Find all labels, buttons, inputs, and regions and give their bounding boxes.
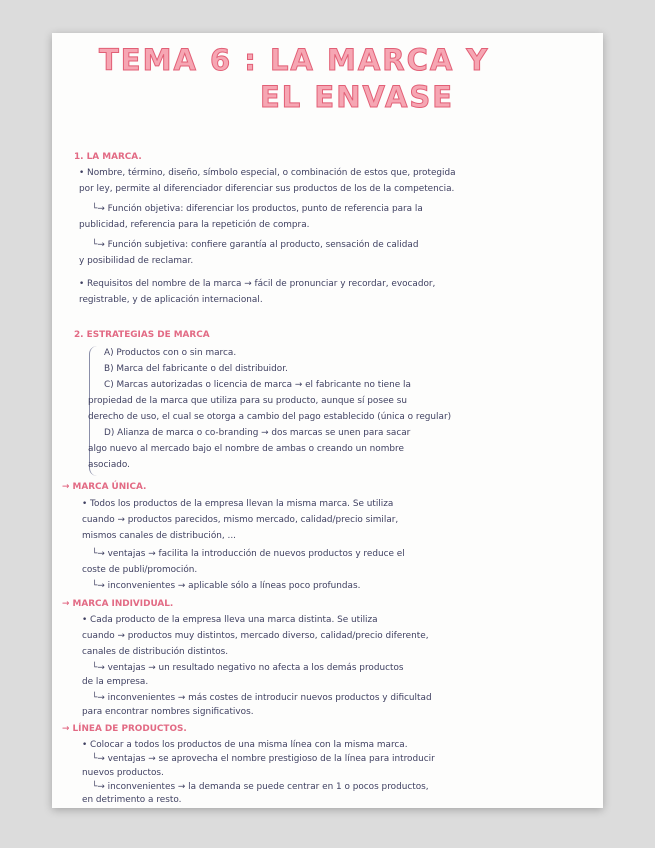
text-line: B) Marca del fabricante o del distribuidor. [104, 364, 288, 374]
text-line: A) Productos con o sin marca. [104, 348, 237, 358]
text-line: └→ ventajas → facilita la introducción de nuevos productos y reduce el [92, 549, 405, 559]
text-line: de la empresa. [82, 677, 149, 687]
section-heading-estrategias: 2. ESTRATEGIAS DE MARCA [74, 330, 210, 340]
text-line: y posibilidad de reclamar. [79, 256, 194, 266]
text-line: derecho de uso, el cual se otorga a cambio del pago establecido (única o regular) [88, 412, 452, 422]
text-line: canales de distribución distintos. [82, 647, 229, 657]
text-line: • Nombre, término, diseño, símbolo especial, o combinación de estos que, protegida [79, 168, 456, 178]
text-line: • Todos los productos de la empresa llevan la misma marca. Se utiliza [82, 499, 394, 509]
notes-page [52, 33, 603, 808]
text-line: propiedad de la marca que utiliza para su producto, aunque sí posee su [88, 396, 407, 406]
text-line: └→ ventajas → se aprovecha el nombre prestigioso de la línea para introducir [92, 754, 435, 764]
heading-linea-productos: → LÍNEA DE PRODUCTOS. [62, 724, 187, 734]
text-line: └→ inconvenientes → aplicable sólo a líneas poco profundas. [92, 581, 361, 591]
text-line: └→ ventajas → un resultado negativo no afecta a los demás productos [92, 663, 404, 673]
text-line: └→ Función objetiva: diferenciar los productos, punto de referencia para la [92, 204, 423, 214]
text-line: nuevos productos. [82, 768, 164, 778]
text-line: coste de publi/promoción. [82, 565, 198, 575]
text-line: publicidad, referencia para la repetición de compra. [79, 220, 310, 230]
text-line: D) Alianza de marca o co-branding → dos marcas se unen para sacar [104, 428, 411, 438]
text-line: algo nuevo al mercado bajo el nombre de ambas o creando un nombre [88, 444, 404, 454]
text-line: registrable, y de aplicación internacional. [79, 295, 263, 305]
text-line: por ley, permite al diferenciador diferenciar sus productos de los de la competencia. [79, 184, 455, 194]
text-line: • Colocar a todos los productos de una misma línea con la misma marca. [82, 740, 408, 750]
text-line: • Cada producto de la empresa lleva una marca distinta. Se utiliza [82, 615, 378, 625]
text-line: cuando → productos parecidos, mismo mercado, calidad/precio similar, [82, 515, 399, 525]
text-line: asociado. [88, 460, 131, 470]
title-line-1: TEMA 6 : LA MARCA Y [99, 43, 490, 77]
heading-marca-individual: → MARCA INDIVIDUAL. [62, 599, 174, 609]
text-line: • Requisitos del nombre de la marca → fácil de pronunciar y recordar, evocador, [79, 279, 436, 289]
text-line: └→ inconvenientes → la demanda se puede centrar en 1 o pocos productos, [92, 782, 429, 792]
heading-marca-unica: → MARCA ÚNICA. [62, 482, 147, 492]
text-line: para encontrar nombres significativos. [82, 707, 254, 717]
section-heading-marca: 1. LA MARCA. [74, 152, 142, 162]
text-line: mismos canales de distribución, ... [82, 531, 237, 541]
text-line: en detrimento a resto. [82, 795, 182, 805]
text-line: └→ inconvenientes → más costes de introducir nuevos productos y dificultad [92, 693, 432, 703]
text-line: C) Marcas autorizadas o licencia de marca → el fabricante no tiene la [104, 380, 411, 390]
title-line-2: EL ENVASE [260, 80, 455, 114]
text-line: cuando → productos muy distintos, mercado diverso, calidad/precio diferente, [82, 631, 429, 641]
text-line: └→ Función subjetiva: confiere garantía al producto, sensación de calidad [92, 240, 419, 250]
